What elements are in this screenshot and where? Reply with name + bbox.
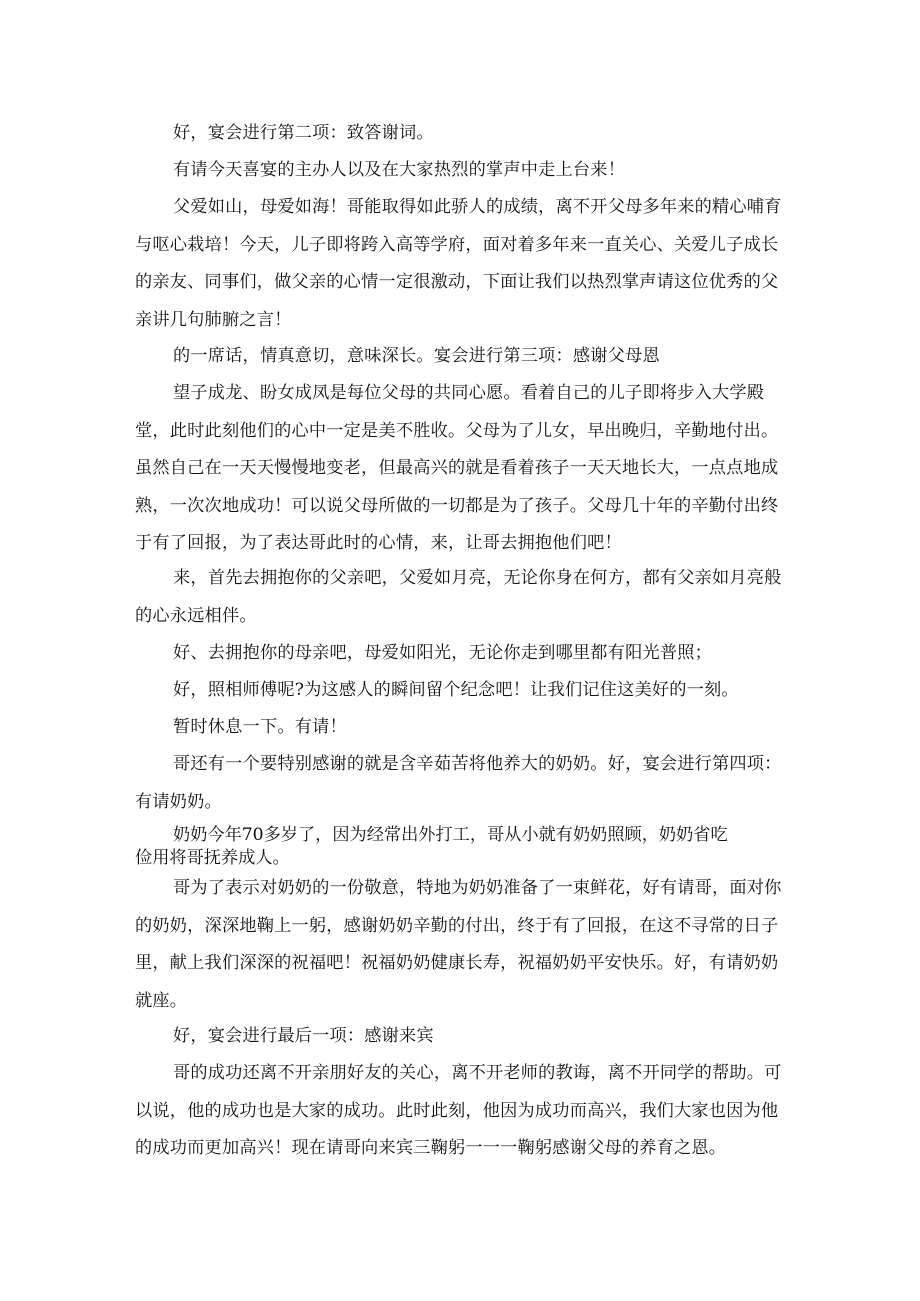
paragraph-14: 哥的成功还离不开亲朋好友的关心，离不开老师的教诲，离不开同学的帮助。可以说，他的成功也是大家的成功。此时此刻，他因为成功而高兴，我们大家也因为他的成功而更加高兴！现在请哥向来宾三鞠躬一一一鞠躬感谢父母的养育之恩。 <box>135 1063 782 1158</box>
paragraph-3: 父爱如山，母爱如海！哥能取得如此骄人的成绩，离不开父母多年来的精心哺育与呕心栽培！今天，儿子即将跨入高等学府，面对着多年来一直关心、关爱儿子成长的亲友、同事们，做父亲的心情一定很激动，下面让我们以热烈掌声请这位优秀的父亲讲几句肺腑之言！ <box>135 197 782 330</box>
paragraph-5: 望子成龙、盼女成凤是每位父母的共同心愿。看着自己的儿子即将步入大学殿堂，此时此刻他们的心中一定是美不胜收。父母为了儿女，早出晚归，辛勤地付出。虽然自己在一天天慢慢地变老，但最高兴的就是看着孩子一天天地长大，一点点地成熟，一次次地成功！可以说父母所做的一切都是为了孩子。父母几十年的辛勤付出终于有了回报，为了表达哥此时的心情，来，让哥去拥抱他们吧！ <box>135 383 779 553</box>
paragraph-10: 哥还有一个要特别感谢的就是含辛茹苦将他养大的奶奶。好，宴会进行第四项：有请奶奶。 <box>135 754 782 812</box>
paragraph-7: 好、去拥抱你的母亲吧，母爱如阳光，无论你走到哪里都有阳光普照； <box>173 643 713 663</box>
paragraph-9: 暂时休息一下。有请！ <box>173 717 347 737</box>
paragraph-12: 哥为了表示对奶奶的一份敬意，特地为奶奶准备了一束鲜花，好有请哥，面对你的奶奶，深深地鞠上一躬，感谢奶奶辛勤的付出，终于有了回报，在这不寻常的日子里，献上我们深深的祝福吧！祝福奶奶健康长寿，祝福奶奶平安快乐。好，有请奶奶就座。 <box>135 878 782 1011</box>
paragraph-6: 来，首先去拥抱你的父亲吧，父爱如月亮，无论你身在何方，都有父亲如月亮般的心永远相伴。 <box>135 568 782 626</box>
paragraph-11-line-1: 奶奶今年70多岁了，因为经常出外打工，哥从小就有奶奶照顾，奶奶省吃 <box>173 825 728 845</box>
paragraph-2: 有请今天喜宴的主办人以及在大家热烈的掌声中走上台来！ <box>173 160 626 180</box>
paragraph-11-line-2: 俭用将哥抚养成人。 <box>135 848 290 868</box>
paragraph-1: 好，宴会进行第二项：致答谢词。 <box>173 123 434 143</box>
paragraph-13: 好，宴会进行最后一项：感谢来宾 <box>173 1026 434 1046</box>
paragraph-4: 的一席话，情真意切，意味深长。宴会进行第三项：感谢父母恩 <box>173 346 660 366</box>
paragraph-8: 好，照相师傅呢?为这感人的瞬间留个纪念吧！让我们记住这美好的一刻。 <box>173 680 739 700</box>
